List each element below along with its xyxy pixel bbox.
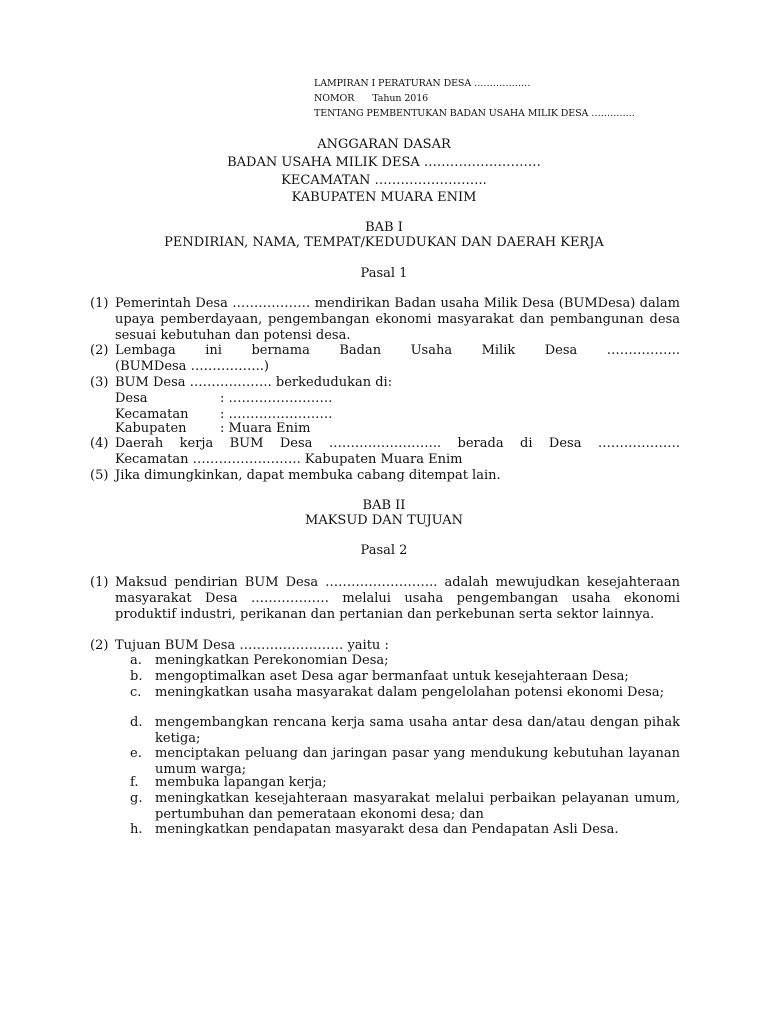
pasal2-heading: Pasal 2 — [360, 543, 408, 558]
item-number: (1) — [90, 575, 109, 590]
tujuan-text: menciptakan peluang dan jaringan pasar yang mendukung kebutuhan layanan umum warga; — [155, 746, 680, 777]
kedudukan-label: Kabupaten — [115, 421, 187, 436]
item-text: Jika dimungkinkan, dapat membuka cabang ditempat lain. — [115, 468, 501, 483]
bab2-subheading: MAKSUD DAN TUJUAN — [305, 513, 463, 528]
tujuan-letter: c. — [130, 685, 142, 700]
pasal2-item-2 — [90, 638, 680, 654]
tujuan-item-h — [130, 822, 680, 838]
tujuan-item-c — [130, 685, 680, 701]
tujuan-text: membuka lapangan kerja; — [155, 775, 327, 790]
bab1-heading: BAB I — [365, 220, 403, 235]
kedudukan-value: : …………………… — [220, 391, 333, 406]
tujuan-letter: d. — [130, 715, 143, 730]
lampiran-line: LAMPIRAN I PERATURAN DESA ……………… — [314, 78, 531, 89]
pasal1-item-2 — [90, 343, 680, 375]
pasal1-item-4 — [90, 436, 680, 468]
item-text-line-b: (BUMDesa ……………..) — [115, 359, 269, 374]
tujuan-item-d — [130, 715, 680, 747]
tujuan-text: mengoptimalkan aset Desa agar bermanfaat untuk kesejahteraan Desa; — [155, 669, 629, 684]
lampiran-header — [314, 76, 635, 121]
item-text-line-a: Lembaga ini bernama Badan Usaha Milik Desa …………….. — [115, 343, 680, 358]
pasal1-item-5 — [90, 468, 680, 484]
tujuan-letter: e. — [130, 746, 142, 761]
pasal2-item-1 — [90, 575, 680, 623]
item-text-line-b: Kecamatan ……………………. Kabupaten Muara Enim — [115, 452, 463, 467]
kedudukan-value: : …………………… — [220, 407, 333, 422]
tujuan-letter: a. — [130, 653, 142, 668]
title-badan-usaha: BADAN USAHA MILIK DESA ……………………… — [227, 155, 541, 170]
tujuan-text: meningkatkan Perekonomian Desa; — [155, 653, 389, 668]
item-text: BUM Desa ………………. berkedudukan di: — [115, 375, 393, 390]
title-kecamatan: KECAMATAN …………………….. — [281, 173, 487, 188]
tujuan-letter: f. — [130, 775, 139, 790]
item-number: (5) — [90, 468, 109, 483]
pasal1-heading: Pasal 1 — [360, 266, 408, 281]
item-number: (2) — [90, 343, 109, 358]
tujuan-letter: b. — [130, 669, 143, 684]
tujuan-text: meningkatkan usaha masyarakat dalam pengelolahan potensi ekonomi Desa; — [155, 685, 664, 700]
pasal1-item-3 — [90, 375, 680, 391]
item-text-line-a: Daerah kerja BUM Desa …………………….. berada di Desa ………………. — [115, 436, 680, 451]
pasal1-item-1 — [90, 296, 680, 344]
bab1-subheading: PENDIRIAN, NAMA, TEMPAT/KEDUDUKAN DAN DAERAH KERJA — [164, 235, 604, 250]
kedudukan-kabupaten — [115, 421, 310, 437]
item-number: (4) — [90, 436, 109, 451]
tujuan-item-b — [130, 669, 680, 685]
tujuan-letter: g. — [130, 791, 143, 806]
tahun-label: Tahun 2016 — [372, 93, 429, 104]
title-anggaran-dasar: ANGGARAN DASAR — [317, 137, 451, 152]
nomor-line — [314, 91, 635, 106]
tujuan-text: mengembangkan rencana kerja sama usaha antar desa dan/atau dengan pihak ketiga; — [155, 715, 680, 746]
tentang-line: TENTANG PEMBENTUKAN BADAN USAHA MILIK DESA ………….. — [314, 108, 635, 119]
tujuan-text: meningkatkan kesejahteraan masyarakat melalui perbaikan pelayanan umum, pertumbuhan dan pemerataan ekonomi desa; dan — [155, 791, 680, 822]
bab2-heading: BAB II — [362, 498, 406, 513]
item-text: Tujuan BUM Desa …………………… yaitu : — [115, 638, 389, 653]
kedudukan-label: Kecamatan — [115, 407, 189, 422]
item-text: Pemerintah Desa ……………… mendirikan Badan usaha Milik Desa (BUMDesa) dalam upaya pemberdayaan, pengembangan ekonomi masyarakat dan pembangunan desa sesuai kebutuhan dan potensi desa. — [115, 296, 680, 343]
title-kabupaten: KABUPATEN MUARA ENIM — [291, 190, 477, 205]
tujuan-item-a — [130, 653, 680, 669]
item-number: (3) — [90, 375, 109, 390]
item-text: Maksud pendirian BUM Desa …………………….. adalah mewujudkan kesejahteraan masyarakat Desa ……………… melalui usaha pengembangan usaha ekonomi produktif industri, perikanan dan pertanian dan perkebunan serta sektor lainnya. — [115, 575, 680, 622]
kedudukan-label: Desa — [115, 391, 148, 406]
nomor-label: NOMOR — [314, 93, 355, 104]
item-number: (1) — [90, 296, 109, 311]
tujuan-item-f — [130, 775, 680, 791]
tujuan-item-g — [130, 791, 680, 823]
item-number: (2) — [90, 638, 109, 653]
tujuan-text: meningkatkan pendapatan masyarakt desa dan Pendapatan Asli Desa. — [155, 822, 619, 837]
tujuan-item-e — [130, 746, 680, 778]
kedudukan-desa — [115, 391, 333, 407]
kedudukan-value: : Muara Enim — [220, 421, 311, 436]
tujuan-letter: h. — [130, 822, 143, 837]
